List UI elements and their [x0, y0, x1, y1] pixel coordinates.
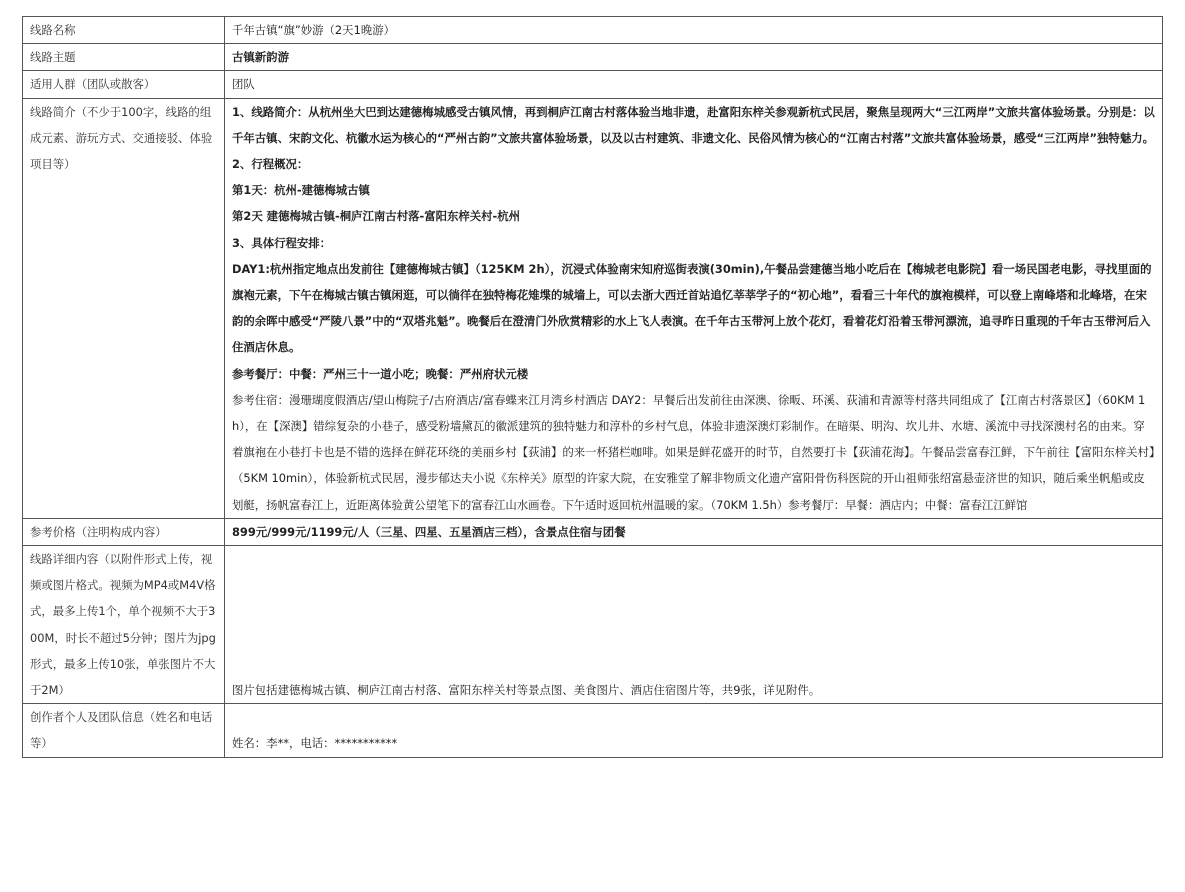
day1-restaurants: 参考餐厅：中餐：严州三十一道小吃；晚餐：严州府状元楼: [232, 366, 529, 381]
price-value: 899元/999元/1199元/人（三星、四星、五星酒店三档），含景点住宿与团餐: [225, 518, 1163, 545]
route-intro-label: 线路简介（不少于100字，线路的组成元素、游玩方式、交通接驳、体验项目等）: [23, 98, 225, 518]
itinerary-overview-heading: 2、行程概况：: [232, 157, 309, 172]
route-info-table: [22, 16, 1163, 758]
target-group-label: 适用人群（团队或散客）: [23, 71, 225, 98]
table-row: [23, 546, 1163, 704]
table-row: [23, 518, 1163, 545]
table-row: [23, 98, 1163, 518]
route-theme-value: 古镇新韵游: [225, 44, 1163, 71]
route-intro-value: [225, 98, 1163, 518]
route-form: [22, 16, 1162, 758]
attachment-value: 图片包括建德梅城古镇、桐庐江南古村落、富阳东梓关村等景点图、美食图片、酒店住宿图片等，共9张，详见附件。: [225, 546, 1163, 704]
creator-label: 创作者个人及团队信息（姓名和电话等）: [23, 704, 225, 757]
route-name-label: 线路名称: [23, 17, 225, 44]
route-name-value: 千年古镇“旗”妙游（2天1晚游）: [225, 17, 1163, 44]
day1-overview: 第1天：杭州-建德梅城古镇: [232, 183, 370, 198]
table-row: [23, 17, 1163, 44]
day2-overview: 第2天 建德梅城古镇-桐庐江南古村落-富阳东梓关村-杭州: [232, 209, 521, 224]
route-theme-label: 线路主题: [23, 44, 225, 71]
intro-summary: 1、线路简介：从杭州坐大巴到达建德梅城感受古镇风情，再到桐庐江南古村落体验当地非遗，赴富阳东梓关参观新杭式民居，聚焦呈现两大“三江两岸”文旅共富体验场景。分别是：以千年古镇、宋韵文化、杭徽水运为核心的“严州古韵”文旅共富体验场景，以及以古村建筑、非遗文化、民俗风情为核心的“江南古村落”文旅共富体验场景，感受“三江两岸”独特魅力。: [232, 104, 1155, 145]
table-row: [23, 44, 1163, 71]
day1-detail: DAY1:杭州指定地点出发前往【建德梅城古镇】（125KM 2h），沉浸式体验南宋知府巡街表演(30min),午餐品尝建德当地小吃后在【梅城老电影院】看一场民国老电影，寻找里面的旗袍元素，下午在梅城古镇古镇闲逛，可以徜徉在独特梅花雉堞的城墙上，可以去浙大西迁首站追忆莘莘学子的“初心地”，看看三十年代的旗袍模样，可以登上南峰塔和北峰塔，在宋韵的余晖中感受“严陵八景”中的“双塔兆魁”。晚餐后在澄清门外欣赏精彩的水上飞人表演。在千年古玉带河上放个花灯，看着花灯沿着玉带河漂流，追寻昨日重现的千年古玉带河后入住酒店休息。: [232, 261, 1152, 355]
creator-value: 姓名：李**，电话：***********: [225, 704, 1163, 757]
lodging-and-day2-detail: 参考住宿：漫珊瑚度假酒店/望山梅院子/古府酒店/富春蝶来江月湾乡村酒店 DAY2：早餐后出发前往由深澳、徐畈、环溪、荻浦和青源等村落共同组成了【江南古村落景区】（60KM 1h），在【深澳】错综复杂的小巷子，感受粉墙黛瓦的徽派建筑的独特魅力和淳朴的乡村气息，体验非遗深澳灯彩制作。在暗渠、明沟、坎儿井、水塘、溪流中寻找深澳村名的由来。穿着旗袍在小巷打卡也是不错的选择在鲜花环绕的美丽乡村【荻浦】的来一杯猪栏咖啡。如果是鲜花盛开的时节，自然要打卡【荻浦花海】。午餐品尝富春江鲜，下午前往【富阳东梓关村】（5KM 10min），体验新杭式民居，漫步郁达夫小说《东梓关》原型的许家大院，在安雅堂了解非物质文化遗产富阳骨伤科医院的开山祖师张绍富悬壶济世的知识，随后乘坐帆船或皮划艇，扬帆富春江上，近距离体验黄公望笔下的富春江山水画卷。下午适时返回杭州温暖的家。（70KM 1.5h）参考餐厅：早餐：酒店内；中餐：富春江江鲜馆: [232, 392, 1155, 512]
schedule-heading: 3、具体行程安排：: [232, 235, 332, 250]
table-row: [23, 71, 1163, 98]
attachment-label: 线路详细内容（以附件形式上传，视频或图片格式。视频为MP4或M4V格式，最多上传1个，单个视频不大于300M，时长不超过5分钟；图片为jpg形式，最多上传10张，单张图片不大于2M）: [23, 546, 225, 704]
price-label: 参考价格（注明构成内容）: [23, 518, 225, 545]
target-group-value: 团队: [225, 71, 1163, 98]
table-row: [23, 704, 1163, 757]
